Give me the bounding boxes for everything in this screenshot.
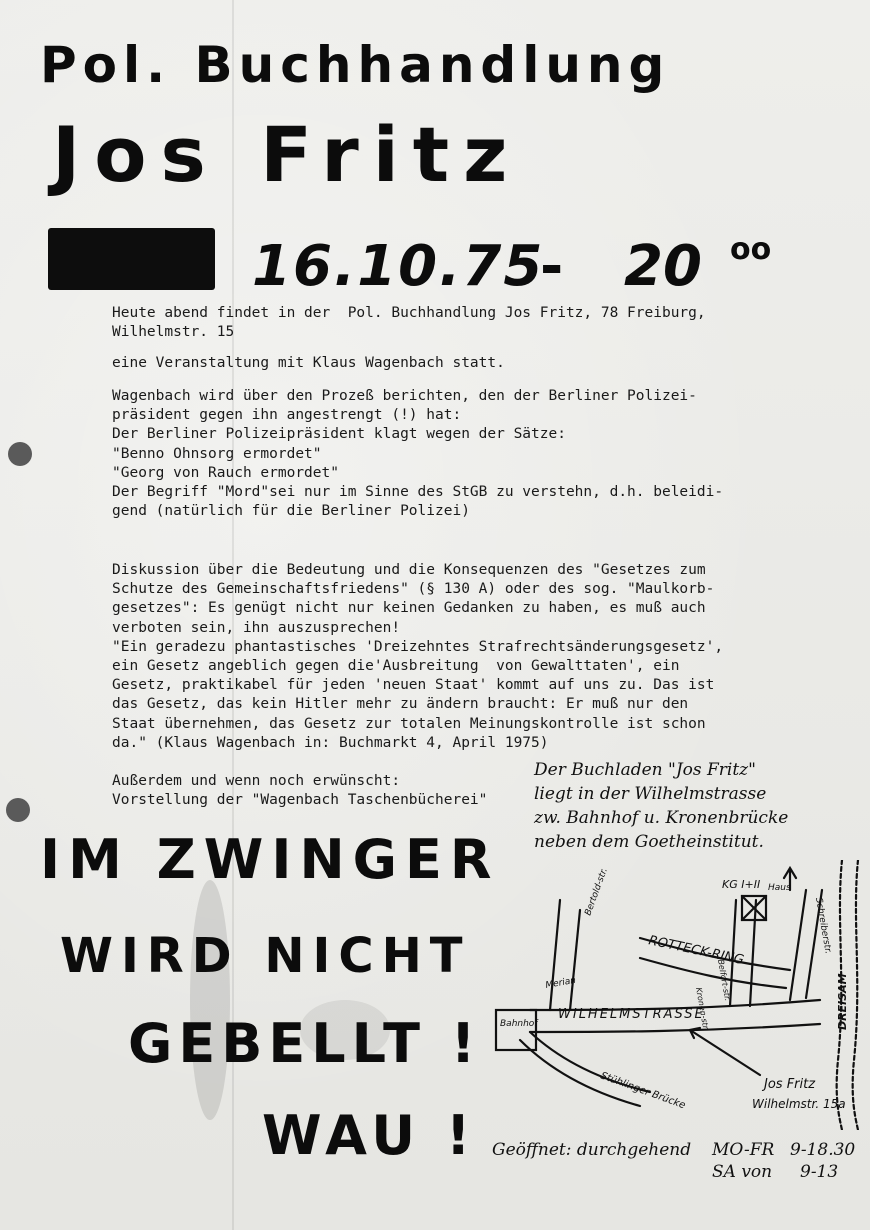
map-bridge-edge <box>520 1040 640 1106</box>
map-label-kronen: Kronen-str. <box>694 986 711 1032</box>
discussion-paragraph: Diskussion über die Bedeutung und die Konsequenzen des "Gesetzes zum Schutze des Gemeinschaftsfriedens" (§ 130 A) oder des sog. "Maulkorb- gesetzes": Es genügt nicht nur keinen Gedanken zu haben, es muß auch verboten sein, ihn auszusprechen! "Ein geradezu phantastisches 'Dreizehntes Strafrechtsänderungsgesetz', ein Gesetz angeblich gegen die'Ausbreitung von Gewalttaten', ein Gesetz, praktikabel für jeden 'neuen Staat' kommt auf uns zu. Das ist das Gesetz, das kein Hitler mehr zu ändern braucht: Er muß nur den Staat übernehmen, das Gesetz zur totalen Meinungskontrolle ist schon da." (Klaus Wagenbach in: Buchmarkt 4, April 1975) <box>112 562 724 751</box>
map-label-wilhelm: WILHELMSTRASSE <box>558 1007 705 1022</box>
map-road-north <box>550 900 560 1010</box>
event-paragraph: eine Veranstaltung mit Klaus Wagenbach statt. <box>112 355 505 371</box>
map-label-kg: KG I+II <box>722 878 761 891</box>
map-road-kg-edge <box>750 900 756 1006</box>
event-date: 16.10.75 <box>252 234 545 299</box>
map-road-wilhelmstrasse-edge <box>530 1024 820 1032</box>
handwritten-location-note: Der Buchladen "Jos Fritz" liegt in der Wilhelmstrasse zw. Bahnhof u. Kronenbrücke neben dem Goetheinstitut. <box>534 760 789 852</box>
punch-hole <box>6 798 30 822</box>
map-label-bertold: Bertold-str. <box>583 866 610 918</box>
map-road-north-edge <box>570 910 580 1010</box>
map-label-river: DREISAM <box>836 973 849 1030</box>
slogan-line-3: GEBELLT ! <box>128 1012 482 1075</box>
opening-hours-label: Geöffnet: durchgehend <box>492 1140 692 1160</box>
map-pointer <box>690 1030 760 1075</box>
map-label-schreiber: Schreiberstr. <box>813 896 833 955</box>
intro-paragraph: Heute abend findet in der Pol. Buchhandlung Jos Fritz, 78 Freiburg, Wilhelmstr. 15 <box>112 305 706 341</box>
map-label-haus: Haus <box>768 883 791 893</box>
slogan-line-4: WAU ! <box>262 1104 477 1167</box>
date-dash: - <box>540 234 564 299</box>
map-station <box>496 1010 536 1050</box>
heading-bookstore: Pol. Buchhandlung <box>40 36 671 94</box>
opening-hours-weekday-time: 9-18.30 <box>790 1140 856 1160</box>
opening-hours-saturday: SA von <box>712 1162 773 1182</box>
map-road-rotteck-edge <box>640 958 786 988</box>
redaction-bar <box>48 228 215 290</box>
map-label-belfort: Belfort-str. <box>716 958 733 1002</box>
map-label-station: Bahnhof <box>500 1019 538 1029</box>
map-label-rotteck: ROTTECK-RING <box>647 933 746 969</box>
trial-paragraph: Wagenbach wird über den Prozeß berichten, den der Berliner Polizei- präsident gegen ihn angestrengt (!) hat: Der Berliner Polizeipräsident klagt wegen der Sätze: "Benno Ohnsorg ermordet" "Georg von Rauch ermordet" Der Begriff "Mord"sei nur im Sinne des StGB zu verstehn, d.h. beleidi- gend (natürlich für die Berliner Polizei) <box>112 388 724 520</box>
ink-stain <box>190 880 230 1120</box>
map-label-merian: Merian <box>544 975 577 991</box>
map-label-bridge: Stühlinger Brücke <box>598 1070 687 1112</box>
map-label-jos-fritz: Jos Fritz <box>764 1077 816 1092</box>
slogan-line-2: WIRD NICHT <box>60 928 471 984</box>
event-time-minutes: oo <box>730 232 772 267</box>
event-time: 20 <box>624 234 702 299</box>
heading-store-name: Jos Fritz <box>52 110 522 199</box>
map-road-schreiber <box>790 890 806 1000</box>
opening-hours-saturday-time: 9-13 <box>800 1162 839 1182</box>
punch-hole <box>8 442 32 466</box>
location-map <box>490 860 870 1130</box>
opening-hours-weekdays: MO-FR <box>712 1140 775 1160</box>
extra-paragraph: Außerdem und wenn noch erwünscht: Vorstellung der "Wagenbach Taschenbücherei" <box>112 773 488 809</box>
slogan-line-1: IM ZWINGER <box>40 828 500 891</box>
map-river-edge <box>853 860 858 1130</box>
map-label-address: Wilhelmstr. 15a <box>752 1097 846 1111</box>
